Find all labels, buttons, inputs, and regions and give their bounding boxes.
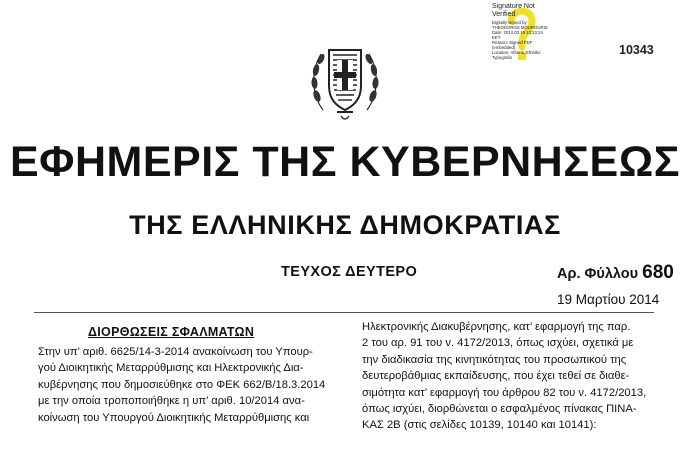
- sheet-number: [557, 262, 674, 284]
- right-column-text: [362, 319, 654, 434]
- signature-detail: (embedded): [492, 45, 516, 50]
- signature-status: Signature Not: [492, 3, 535, 10]
- text-line: την διαδικασία της κινητικότητας του προσωπικού της: [362, 353, 627, 366]
- issue-date: 19 Μαρτίου 2014: [557, 292, 660, 307]
- text-line: Ηλεκτρονικής Διακυβέρνησης, κατ’ εφαρμογή της παρ.: [362, 321, 631, 333]
- signature-detail: Digitally signed by: [492, 20, 527, 25]
- signature-detail: Date: 2014.03.19 13:23:24: [492, 30, 543, 35]
- coat-of-arms-icon: [309, 36, 381, 126]
- gazette-title: ΕΦΗΜΕΡΙΣ ΤΗΣ ΚΥΒΕΡΝΗΣΕΩΣ: [10, 138, 680, 186]
- text-line: κυβέρνησης που δημοσιεύθηκε στο ΦΕΚ 662/Β/18.3.2014: [38, 378, 326, 391]
- signature-stamp: [492, 3, 592, 65]
- left-column-text: [38, 344, 344, 426]
- sheet-number-value: 680: [642, 262, 674, 283]
- text-line: σιμότητα κατ’ εφαρμογή του άρθρου 82 του ν. 4172/2013,: [362, 386, 647, 399]
- gazette-subtitle: ΤΗΣ ΕΛΛΗΝΙΚΗΣ ΔΗΜΟΚΡΑΤΙΑΣ: [129, 210, 561, 240]
- sheet-label: Αρ. Φύλλου: [557, 266, 639, 282]
- text-line: 2 του αρ. 91 του ν. 4172/2013, όπως ισχύει, σχετικά με: [362, 337, 634, 350]
- text-line: Στην υπ’ αριθ. 6625/14-3-2014 ανακοίνωση του Υπουρ-: [38, 346, 313, 358]
- section-heading: ΔΙΟΡΘΩΣΕΙΣ ΣΦΑΛΜΑΤΩΝ: [88, 325, 255, 339]
- text-line: δευτεροβάθμιας εκπαίδευσης, που έχει τεθεί σε διαθε-: [362, 370, 630, 383]
- signature-status-verified: Verified: [492, 11, 516, 18]
- text-line: κοίνωση του Υπουργού Διοικητικής Μεταρρύθμισης και: [38, 411, 310, 424]
- signature-detail: Typografio: [492, 55, 513, 60]
- header-divider: [34, 312, 654, 313]
- signature-detail: Location: Athens, Ethniko: [492, 50, 541, 55]
- signature-detail: EET: [492, 35, 501, 40]
- text-line: ΚΑΣ 2Β (στις σελίδες 10139, 10140 και 10141):: [362, 419, 597, 432]
- signature-detail: Reason: Signed PDF: [492, 40, 533, 45]
- text-line: με την οποία τροποποιήθηκε η υπ’ αριθ. 10/2014 ανα-: [38, 395, 305, 408]
- signature-detail: THEODOROS MOUROURIS: [492, 25, 548, 30]
- text-line: γού Διοικητικής Μεταρρύθμισης και Ηλεκτρονικής Δια-: [38, 362, 304, 375]
- page-number: 10343: [619, 43, 654, 57]
- text-line: όπως ισχύει, διορθώνεται ο εσφαλμένος πίνακας ΠΙΝΑ-: [362, 403, 637, 416]
- issue-label: ΤΕΥΧΟΣ ΔΕΥΤΕΡΟ: [281, 264, 418, 280]
